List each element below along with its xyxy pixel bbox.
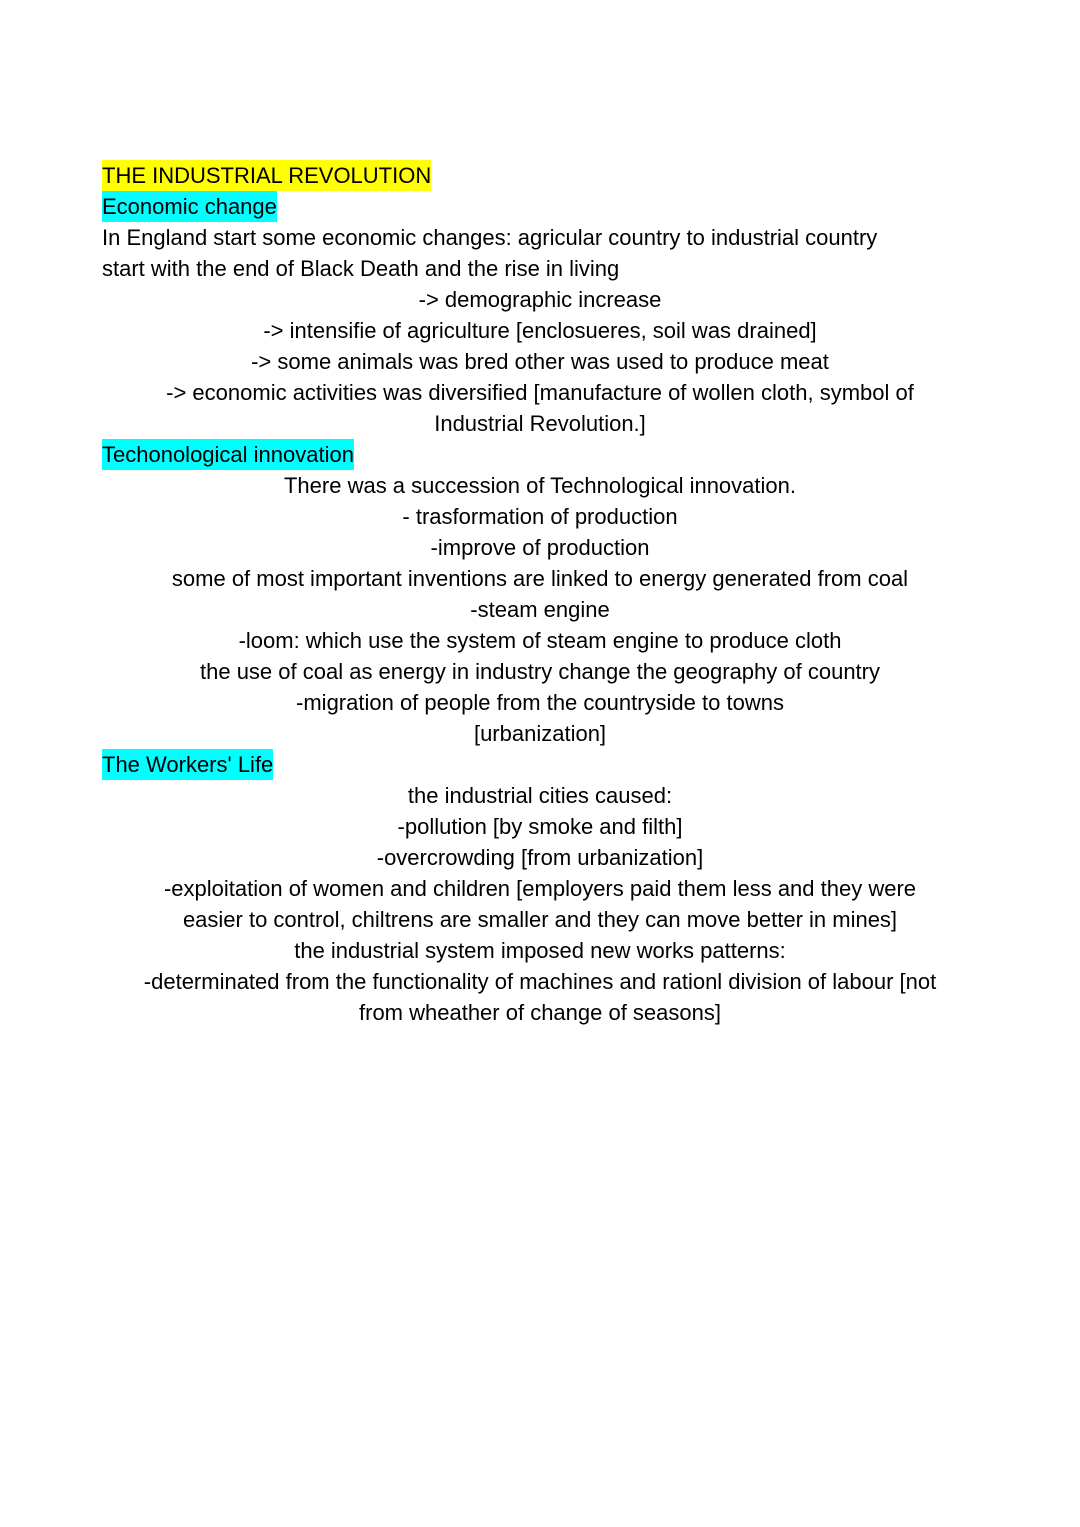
text-line: There was a succession of Technological innovation. [283,473,796,498]
text-line: easier to control, chiltrens are smaller and they can move better in mines] [182,907,898,932]
text-line: -steam engine [470,597,610,622]
section-heading-workers-life: The Workers' Life [102,749,273,780]
section-heading-line [102,749,978,780]
text-line: -loom: which use the system of steam engine to produce cloth [238,628,842,653]
text-line: -migration of people from the countryside to towns [296,690,784,715]
section-heading-technological-innovation: Techonological innovation [102,439,354,470]
title-line [102,160,978,191]
text-line: start with the end of Black Death and the rise in living [102,256,620,281]
text-line: -pollution [by smoke and filth] [397,814,683,839]
text-line: -exploitation of women and children [employers paid them less and they were [163,876,917,901]
text-line: the industrial system imposed new works patterns: [294,938,786,963]
text-line: the industrial cities caused: [407,783,673,808]
text-line: the use of coal as energy in industry change the geography of country [200,659,880,684]
text-line: from wheather of change of seasons] [359,1000,721,1025]
document-page [102,160,978,1028]
section-heading-line [102,191,978,222]
section-heading-line [102,439,978,470]
document-title: THE INDUSTRIAL REVOLUTION [102,160,431,191]
text-line: [urbanization] [473,721,607,746]
text-line: -improve of production [430,535,650,560]
text-line: -> intensifie of agriculture [enclosueres, soil was drained] [263,318,817,343]
text-line: -> some animals was bred other was used to produce meat [251,349,829,374]
text-line: Industrial Revolution.] [434,411,646,436]
text-line: -> economic activities was diversified [manufacture of wollen cloth, symbol of [166,380,914,405]
text-line: In England start some economic changes: agricular country to industrial country [102,225,878,250]
section-heading-economic-change: Economic change [102,191,277,222]
text-line: some of most important inventions are linked to energy generated from coal [171,566,909,591]
text-line: -overcrowding [from urbanization] [376,845,704,870]
text-line: -determinated from the functionality of machines and rationl division of labour [not [143,969,937,994]
text-line: - trasformation of production [402,504,678,529]
text-line: -> demographic increase [418,287,662,312]
